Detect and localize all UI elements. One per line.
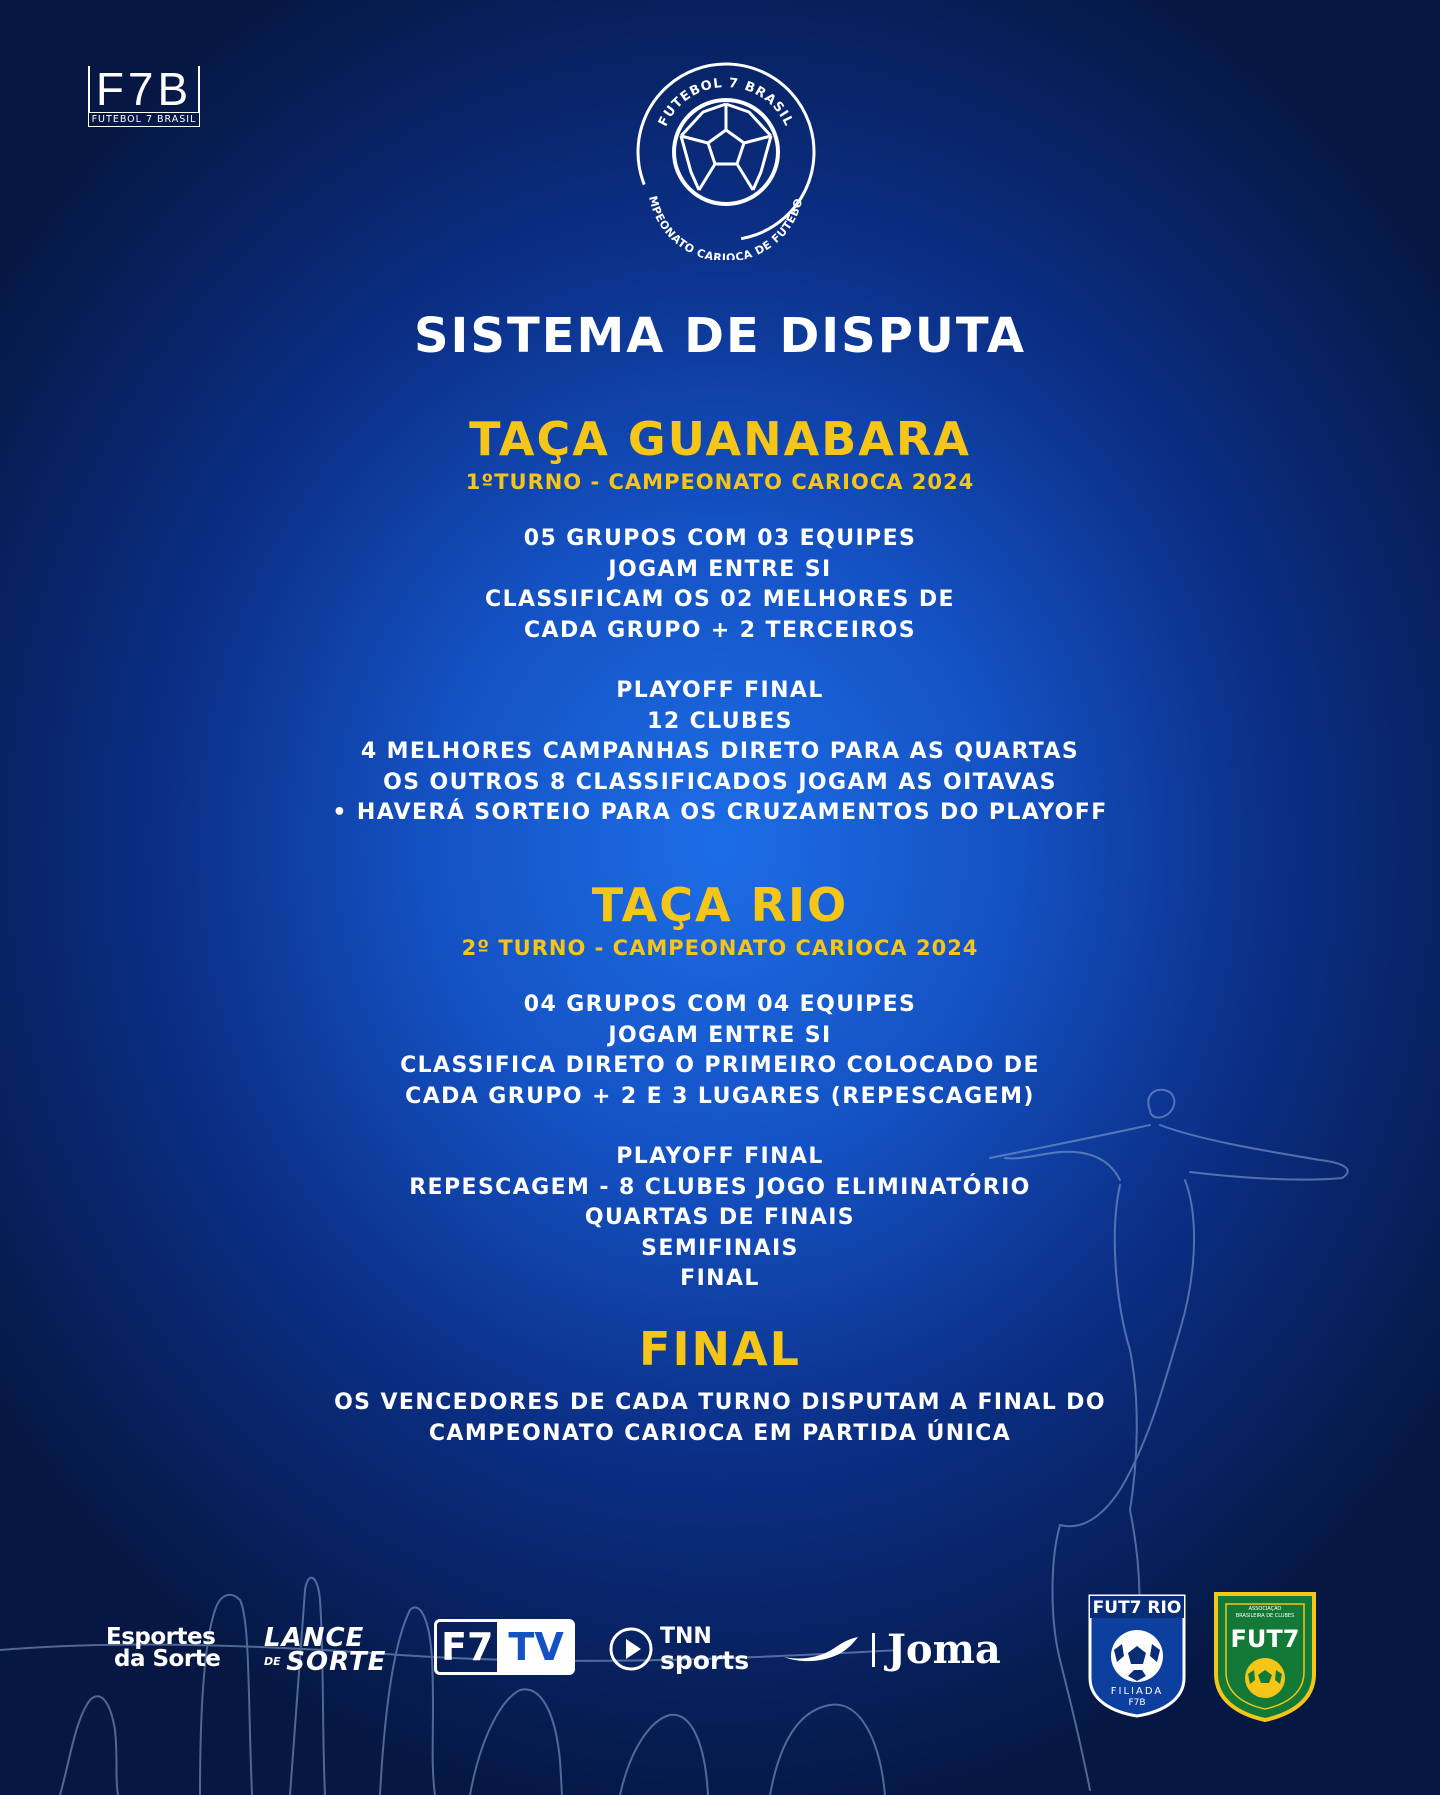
emblem-top-text: FUTEBOL 7 BRASIL (655, 75, 797, 129)
taca-guanabara-groups (0, 524, 1440, 646)
lance-de-sorte-line1: LANCE (264, 1623, 365, 1653)
championship-emblem (633, 56, 819, 260)
taca-rio-subtitle: 2º TURNO - CAMPEONATO CARIOCA 2024 (461, 936, 979, 960)
f7tv-logo (434, 1620, 575, 1674)
taca-rio-title: TAÇA RIO (591, 878, 849, 932)
info-line: JOGAM ENTRE SI (608, 1022, 832, 1048)
f7b-logo-mark: F7B (88, 66, 200, 112)
f7b-logo (88, 63, 200, 126)
soccer-ball-icon (1111, 1630, 1163, 1682)
tnn-sports-logo (608, 1622, 749, 1676)
info-line: CLASSIFICAM OS 02 MELHORES DE (485, 587, 955, 612)
info-line: PLAYOFF FINAL (616, 1144, 824, 1169)
joma-name: Joma (887, 1626, 1001, 1673)
soccer-ball-icon (681, 104, 771, 190)
abc-fut7-title: FUT7 (1230, 1625, 1300, 1653)
info-line: CADA GRUPO + 2 E 3 LUGARES (REPESCAGEM) (405, 1083, 1035, 1109)
info-line: JOGAM ENTRE SI (608, 556, 832, 582)
taca-guanabara-subtitle: 1ºTURNO - CAMPEONATO CARIOCA 2024 (465, 470, 975, 494)
joma-logo (782, 1626, 1001, 1673)
fut7-rio-caption2: F7B (1128, 1698, 1146, 1708)
info-line: FINAL (680, 1266, 760, 1291)
soccer-ball-icon (1245, 1658, 1285, 1698)
info-line: • HAVERÁ SORTEIO PARA OS CRUZAMENTOS DO PLAYOFF (332, 800, 1108, 825)
taca-guanabara-title: TAÇA GUANABARA (469, 412, 971, 466)
f7b-logo-caption: FUTEBOL 7 BRASIL (88, 112, 200, 127)
tnn-sports-line2: sports (660, 1646, 750, 1675)
f7tv-part1: F7 (434, 1619, 497, 1675)
taca-rio-playoff (0, 1142, 1440, 1295)
fut7-rio-title: FUT7 RIO (1092, 1598, 1182, 1618)
esportes-da-sorte-logo (106, 1626, 236, 1670)
info-line: CAMPEONATO CARIOCA EM PARTIDA ÚNICA (428, 1420, 1012, 1446)
final-title: FINAL (639, 1322, 801, 1376)
lance-de-sorte-logo (264, 1623, 414, 1677)
esportes-da-sorte-line1: Esportes (106, 1624, 216, 1650)
fut7-rio-caption: FILIADA (1110, 1686, 1164, 1697)
play-icon (608, 1626, 654, 1672)
info-line: 05 GRUPOS COM 03 EQUIPES (523, 526, 917, 551)
info-line: 12 CLUBES (647, 708, 793, 734)
abc-fut7-badge (1210, 1590, 1320, 1722)
info-line: 04 GRUPOS COM 04 EQUIPES (523, 992, 917, 1017)
taca-rio-groups (0, 990, 1440, 1112)
final-description (0, 1388, 1440, 1449)
info-line: SEMIFINAIS (641, 1235, 799, 1261)
info-line: OS VENCEDORES DE CADA TURNO DISPUTAM A FINAL DO (334, 1390, 1106, 1415)
info-line: OS OUTROS 8 CLASSIFICADOS JOGAM AS OITAVAS (383, 769, 1057, 795)
fut7-rio-badge (1084, 1590, 1190, 1718)
taca-guanabara-playoff (0, 676, 1440, 829)
championship-emblem-graphic (633, 56, 819, 260)
info-line: QUARTAS DE FINAIS (584, 1205, 856, 1230)
emblem-bottom-text: MPEONATO CARIOCA DE FUTEBO (646, 194, 806, 260)
abc-fut7-top-text: ASSOCIAÇÃO BRASILEIRA DE CLUBES (1235, 1606, 1295, 1619)
info-line: PLAYOFF FINAL (616, 678, 824, 703)
joma-swoosh-icon (782, 1635, 860, 1665)
lance-de-sorte-small: DE (264, 1655, 281, 1668)
info-line: 4 MELHORES CAMPANHAS DIRETO PARA AS QUARTAS (360, 739, 1080, 764)
f7tv-part2: TV (497, 1619, 574, 1675)
lance-de-sorte-line2: SORTE (286, 1647, 387, 1677)
esportes-da-sorte-line2: da Sorte (114, 1646, 221, 1672)
page-title: SISTEMA DE DISPUTA (413, 308, 1027, 364)
info-line: REPESCAGEM - 8 CLUBES JOGO ELIMINATÓRIO (409, 1174, 1031, 1200)
tnn-sports-line1: TNN (660, 1624, 712, 1649)
info-line: CADA GRUPO + 2 TERCEIROS (524, 617, 916, 643)
joma-divider (872, 1633, 875, 1667)
info-line: CLASSIFICA DIRETO O PRIMEIRO COLOCADO DE (400, 1053, 1040, 1078)
